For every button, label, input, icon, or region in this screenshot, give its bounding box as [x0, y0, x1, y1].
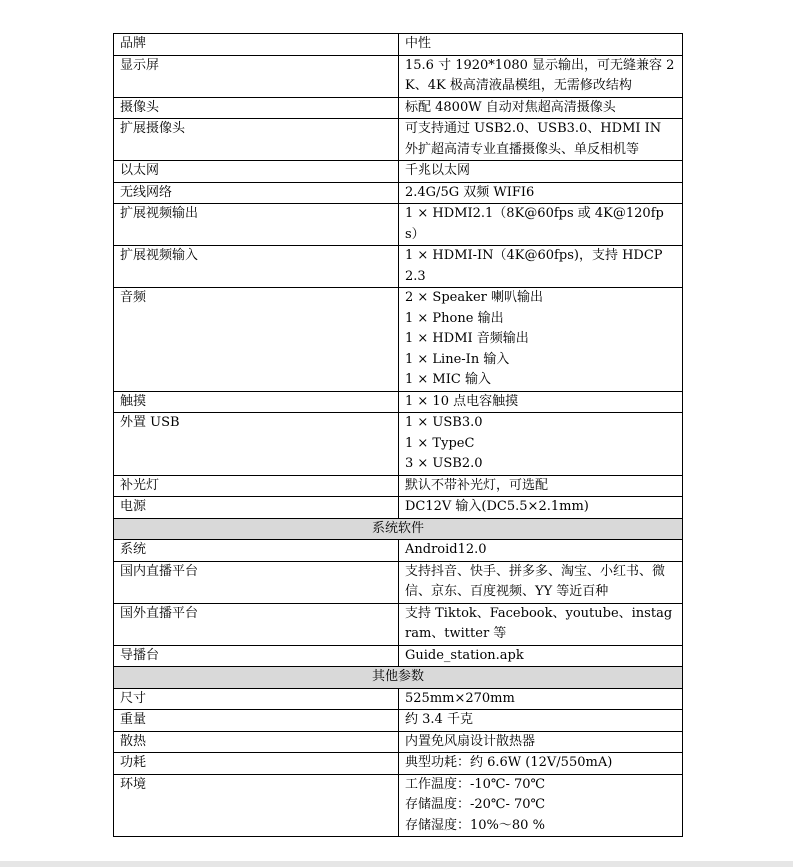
spec-value-line: 1 × TypeC — [405, 435, 475, 451]
spec-value-line: 存储温度：-20℃- 70℃ — [405, 797, 546, 812]
spec-value — [399, 246, 683, 288]
spec-value — [399, 645, 683, 667]
spec-value — [399, 497, 683, 519]
spec-row — [114, 645, 683, 667]
spec-value-line: 工作温度：-10℃- 70℃ — [405, 776, 546, 792]
spec-row — [114, 34, 683, 56]
spec-key: 环境 — [114, 774, 399, 837]
spec-value-line: 支持抖音、快手、拼多多、淘宝、小红书、微信、京东、百度视频、YY 等近百种 — [405, 563, 666, 599]
spec-value — [399, 475, 683, 497]
spec-row — [114, 497, 683, 519]
spec-row — [114, 288, 683, 392]
spec-value-line: 可支持通过 USB2.0、USB3.0、HDMI IN 外扩超高清专业直播摄像头、单反相机等 — [405, 121, 662, 157]
spec-row — [114, 561, 683, 603]
spec-table-body — [114, 34, 683, 837]
spec-key: 音频 — [114, 288, 399, 392]
spec-row — [114, 710, 683, 732]
spec-key: 无线网络 — [114, 182, 399, 204]
spec-value — [399, 731, 683, 753]
spec-value — [399, 182, 683, 204]
spec-value — [399, 540, 683, 562]
spec-value — [399, 710, 683, 732]
spec-value — [399, 391, 683, 413]
spec-key: 补光灯 — [114, 475, 399, 497]
spec-value — [399, 119, 683, 161]
spec-value-line: DC12V 输入(DC5.5×2.1mm) — [405, 499, 589, 514]
spec-value — [399, 161, 683, 183]
spec-row — [114, 753, 683, 775]
spec-value-line: 内置免风扇设计散热器 — [405, 733, 536, 749]
spec-value-line: 1 × HDMI2.1（8K@60fps 或 4K@120fps） — [405, 206, 664, 242]
spec-row — [114, 475, 683, 497]
spec-value-line: Android12.0 — [405, 542, 487, 557]
spec-row — [114, 391, 683, 413]
spec-row — [114, 119, 683, 161]
section-title: 系统软件 — [114, 518, 683, 540]
spec-value — [399, 688, 683, 710]
spec-key: 以太网 — [114, 161, 399, 183]
spec-value-line: 3 × USB2.0 — [405, 456, 483, 471]
spec-key: 功耗 — [114, 753, 399, 775]
section-header-row — [114, 518, 683, 540]
spec-key: 尺寸 — [114, 688, 399, 710]
spec-key: 国外直播平台 — [114, 603, 399, 645]
spec-value-line: 典型功耗：约 6.6W (12V/550mA) — [405, 755, 613, 770]
spec-value-line: 存储湿度：10%～80 % — [405, 817, 545, 833]
spec-key: 散热 — [114, 731, 399, 753]
spec-key: 触摸 — [114, 391, 399, 413]
spec-value-line: 1 × 10 点电容触摸 — [405, 393, 519, 409]
spec-value-line: 2.4G/5G 双频 WIFI6 — [405, 184, 535, 200]
spec-key: 显示屏 — [114, 55, 399, 97]
spec-value-line: 1 × HDMI 音频输出 — [405, 331, 529, 346]
spec-key: 国内直播平台 — [114, 561, 399, 603]
spec-key: 扩展视频输入 — [114, 246, 399, 288]
spec-value — [399, 97, 683, 119]
spec-row — [114, 413, 683, 476]
spec-key: 电源 — [114, 497, 399, 519]
spec-row — [114, 204, 683, 246]
spec-value-line: 中性 — [405, 36, 432, 51]
spec-row — [114, 246, 683, 288]
spec-value — [399, 204, 683, 246]
spec-value-line: 千兆以太网 — [405, 163, 471, 178]
spec-key: 摄像头 — [114, 97, 399, 119]
page-bottom-divider — [0, 861, 793, 867]
spec-key: 品牌 — [114, 34, 399, 56]
spec-key: 外置 USB — [114, 413, 399, 476]
spec-row — [114, 182, 683, 204]
spec-value-line: 标配 4800W 自动对焦超高清摄像头 — [405, 99, 616, 115]
spec-row — [114, 603, 683, 645]
spec-value-line: 1 × Line-In 输入 — [405, 351, 510, 367]
spec-key: 重量 — [114, 710, 399, 732]
spec-value-line: 2 × Speaker 喇叭输出 — [405, 290, 544, 305]
spec-value — [399, 753, 683, 775]
spec-value-line: 1 × MIC 输入 — [405, 372, 491, 387]
spec-value — [399, 603, 683, 645]
spec-row — [114, 731, 683, 753]
spec-value — [399, 774, 683, 837]
spec-row — [114, 55, 683, 97]
spec-value-line: Guide_station.apk — [405, 647, 524, 663]
section-header-row — [114, 667, 683, 689]
spec-value-line: 1 × USB3.0 — [405, 415, 483, 430]
section-title: 其他参数 — [114, 667, 683, 689]
spec-key: 扩展摄像头 — [114, 119, 399, 161]
spec-value — [399, 561, 683, 603]
spec-key: 系统 — [114, 540, 399, 562]
spec-row — [114, 774, 683, 837]
spec-value-line: 支持 Tiktok、Facebook、youtube、instagram、twitter 等 — [405, 605, 673, 641]
spec-value — [399, 34, 683, 56]
spec-row — [114, 540, 683, 562]
spec-key: 扩展视频输出 — [114, 204, 399, 246]
spec-value — [399, 288, 683, 392]
spec-value-line: 525mm×270mm — [405, 690, 515, 706]
spec-value-line: 1 × Phone 输出 — [405, 310, 504, 326]
spec-row — [114, 97, 683, 119]
spec-value-line: 默认不带补光灯，可选配 — [405, 477, 549, 493]
spec-key: 导播台 — [114, 645, 399, 667]
spec-value-line: 15.6 寸 1920*1080 显示输出，可无缝兼容 2K、4K 极高清液晶模组，无需修改结构 — [405, 57, 675, 93]
spec-value — [399, 55, 683, 97]
spec-table — [113, 33, 683, 837]
spec-value-line: 约 3.4 千克 — [405, 712, 473, 727]
spec-value-line: 1 × HDMI-IN（4K@60fps)，支持 HDCP 2.3 — [405, 248, 663, 284]
spec-row — [114, 161, 683, 183]
spec-value — [399, 413, 683, 476]
spec-row — [114, 688, 683, 710]
